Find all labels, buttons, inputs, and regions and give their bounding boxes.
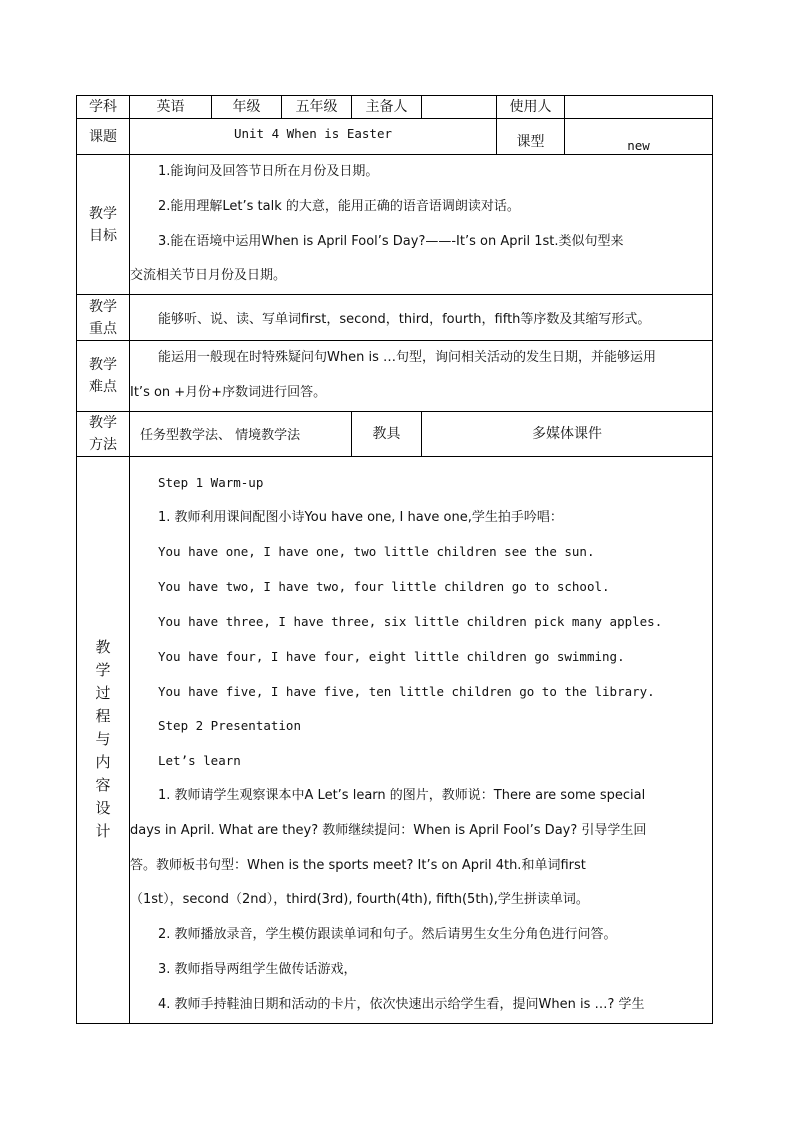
- process-label-char: 与: [95, 730, 111, 749]
- process-line: Let’s learn: [158, 753, 241, 769]
- process-line: You have five, I have five, ten little children go to the library.: [158, 683, 655, 699]
- key-points-label: [77, 295, 130, 341]
- process-line: Step 2 Presentation: [158, 718, 301, 734]
- methods-value: 任务型教学法、 情境教学法: [130, 411, 352, 456]
- process-line: You have four, I have four, eight little children go swimming.: [158, 648, 625, 664]
- subject-label: 学科: [77, 96, 130, 119]
- topic-value: Unit 4 When is Easter: [130, 119, 497, 155]
- objective-line: 2.能用理解Let’s talk 的大意，能用正确的语音语调朗读对话。: [158, 198, 520, 214]
- objective-line: 3.能在语境中运用When is April Fool’s Day?——-It’s on April 1st.类似句型来: [158, 233, 624, 249]
- process-label-char: 设: [95, 799, 111, 818]
- objective-line: 交流相关节日月份及日期。: [130, 268, 287, 284]
- objectives-row: [77, 155, 713, 295]
- process-line: （1st），second（2nd），third(3rd), fourth(4th), fifth(5th),学生拼读单词。: [130, 892, 589, 908]
- objectives-label-text: 教学目标: [89, 205, 117, 244]
- header-row: [77, 96, 713, 119]
- key-points-row: [77, 295, 713, 341]
- preparer-value: [422, 96, 497, 119]
- process-label-char: 教: [95, 638, 111, 657]
- process-row: [77, 456, 713, 1023]
- grade-label: 年级: [212, 96, 282, 119]
- lesson-type-value: new: [565, 119, 713, 155]
- process-line: You have one, I have one, two little children see the sun.: [158, 544, 595, 560]
- process-line: 4. 教师手持鞋油日期和活动的卡片，依次快速出示给学生看，提问When is …? 学生: [158, 996, 645, 1012]
- key-points-content: 能够听、说、读、写单词first，second，third，fourth，fifth等序数及其缩写形式。: [130, 295, 713, 341]
- objective-line: 1.能询问及回答节日所在月份及日期。: [158, 164, 379, 179]
- lesson-type-label: 课型: [497, 119, 565, 155]
- process-label-char: 内: [95, 753, 111, 772]
- objectives-content: [130, 155, 713, 295]
- process-content: [130, 456, 713, 1023]
- tools-value: 多媒体课件: [422, 411, 713, 456]
- user-label: 使用人: [497, 96, 565, 119]
- process-label-char: 过: [95, 684, 111, 703]
- process-line: You have two, I have two, four little children go to school.: [158, 579, 610, 595]
- tools-label: 教具: [352, 411, 422, 456]
- difficulties-label: [77, 341, 130, 412]
- methods-label: [77, 411, 130, 456]
- preparer-label: 主备人: [352, 96, 422, 119]
- methods-label-text: 教学方法: [89, 414, 117, 453]
- grade-value: 五年级: [282, 96, 352, 119]
- process-line: 答。教师板书句型：When is the sports meet? It’s on April 4th.和单词first: [130, 857, 586, 873]
- process-line: 1. 教师利用课间配图小诗You have one, I have one,学生拍手吟唱：: [158, 509, 563, 525]
- process-line: You have three, I have three, six little children pick many apples.: [158, 613, 663, 629]
- process-line: 3. 教师指导两组学生做传话游戏，: [158, 961, 357, 977]
- user-value: [565, 96, 713, 119]
- difficulties-content: [130, 341, 713, 412]
- difficulty-line: 能运用一般现在时特殊疑问句When is …句型，询问相关活动的发生日期，并能够运用: [158, 350, 656, 366]
- process-label-char: 计: [95, 822, 111, 841]
- lesson-plan-table: [76, 95, 713, 1024]
- process-line: Step 1 Warm-up: [158, 474, 264, 490]
- topic-label: 课题: [77, 119, 130, 155]
- methods-row: [77, 411, 713, 456]
- process-label: [77, 456, 130, 1023]
- process-line: days in April. What are they? 教师继续提问：When is April Fool’s Day? 引导学生回: [130, 822, 647, 838]
- process-line: 1. 教师请学生观察课本中A Let’s learn 的图片，教师说：There are some special: [158, 787, 646, 803]
- topic-row: [77, 119, 713, 155]
- process-label-char: 程: [95, 707, 111, 726]
- process-label-char: 容: [95, 776, 111, 795]
- difficulties-label-text: 教学难点: [89, 356, 117, 395]
- difficulties-row: [77, 341, 713, 412]
- objectives-label: [77, 155, 130, 295]
- key-points-label-text: 教学重点: [89, 298, 117, 337]
- process-line: 2. 教师播放录音，学生模仿跟读单词和句子。然后请男生女生分角色进行问答。: [158, 927, 617, 943]
- process-label-char: 学: [95, 661, 111, 680]
- subject-value: 英语: [130, 96, 212, 119]
- difficulty-line: It’s on +月份+序数词进行回答。: [130, 384, 327, 400]
